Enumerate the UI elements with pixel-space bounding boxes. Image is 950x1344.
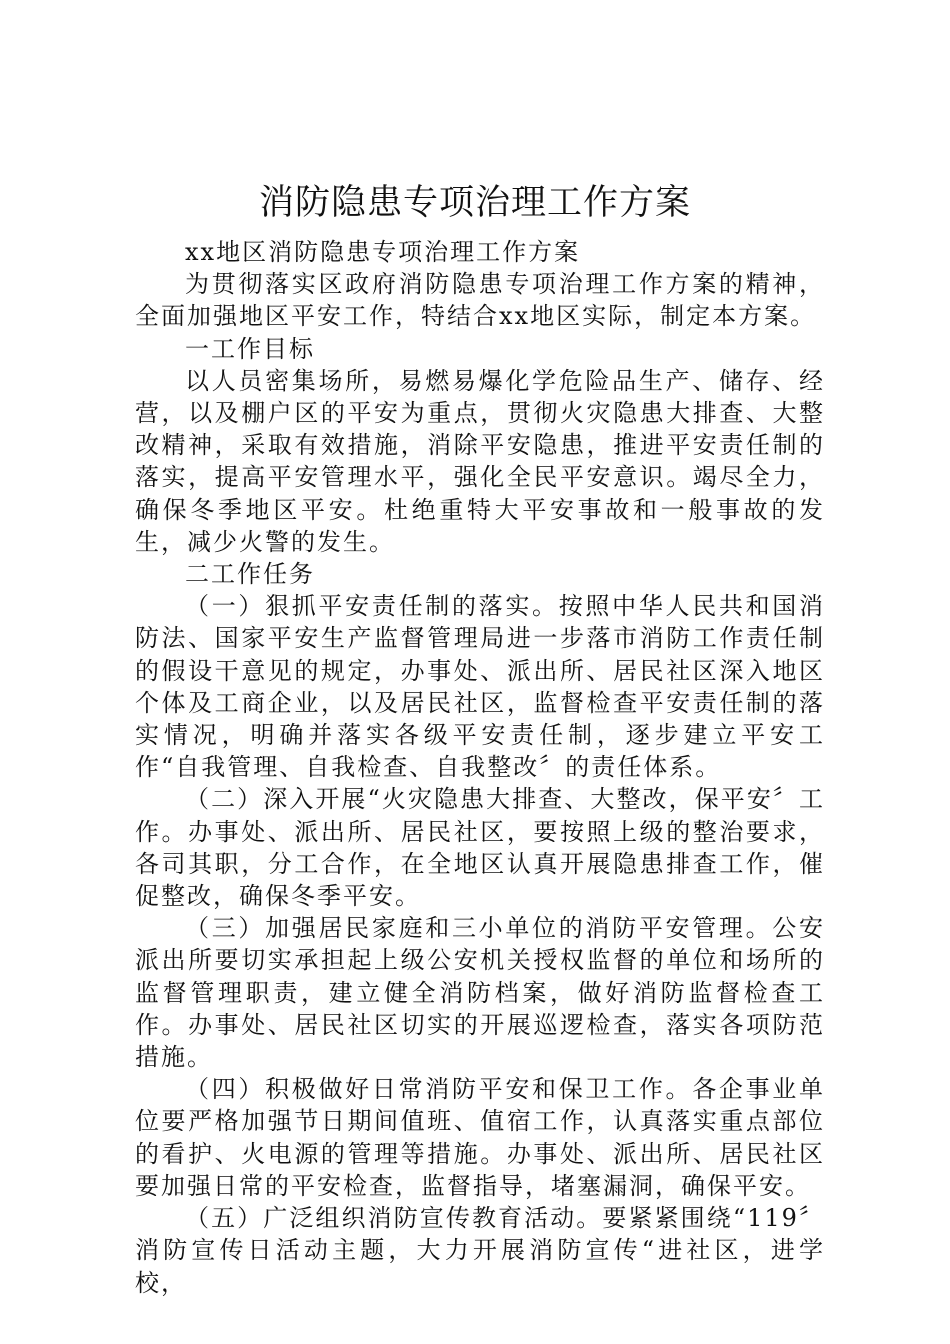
document-body (135, 236, 825, 1299)
task-paragraph-2: （二）深入开展“火灾隐患大排查、大整改，保平安〞工作。办事处、派出所、居民社区，要按照上级的整治要求，各司其职，分工合作，在全地区认真开展隐患排查工作，催促整改，确保冬季平安。 (135, 785, 825, 911)
task-paragraph-3: （三）加强居民家庭和三小单位的消防平安管理。公安派出所要切实承担起上级公安机关授权监督的单位和场所的监督管理职责，建立健全消防档案，做好消防监督检查工作。办事处、居民社区切实的开展巡逻检查，落实各项防范措施。 (135, 914, 825, 1072)
subtitle-paragraph: xx地区消防隐患专项治理工作方案 (185, 238, 581, 266)
document-title: 消防隐患专项治理工作方案 (258, 183, 691, 223)
section-heading-tasks: 二工作任务 (185, 560, 315, 589)
section-heading-goals: 一工作目标 (185, 334, 315, 363)
task-paragraph-5: （五）广泛组织消防宣传教育活动。要紧紧围绕“119〞消防宣传日活动主题，大力开展消防宣传“进社区，进学校， (135, 1204, 825, 1297)
task-paragraph-1: （一）狠抓平安责任制的落实。按照中华人民共和国消防法、国家平安生产监督管理局进一步落市消防工作责任制的假设干意见的规定，办事处、派出所、居民社区深入地区个体及工商企业，以及居民社区，监督检查平安责任制的落实情况，明确并落实各级平安责任制，逐步建立平安工作“自我管理、自我检查、自我整改〞的责任体系。 (135, 592, 825, 782)
goals-paragraph: 以人员密集场所，易燃易爆化学危险品生产、储存、经营，以及棚户区的平安为重点，贯彻火灾隐患大排查、大整改精神，采取有效措施，消除平安隐患，推进平安责任制的落实，提高平安管理水平，强化全民平安意识。竭尽全力，确保冬季地区平安。杜绝重特大平安事故和一般事故的发生，减少火警的发生。 (135, 366, 825, 556)
intro-paragraph: 为贯彻落实区政府消防隐患专项治理工作方案的精神，全面加强地区平安工作，特结合xx地区实际，制定本方案。 (135, 270, 825, 331)
task-paragraph-4: （四）积极做好日常消防平安和保卫工作。各企事业单位要严格加强节日期间值班、值宿工作，认真落实重点部位的看护、火电源的管理等措施。办事处、派出所、居民社区要加强日常的平安检查，监督指导，堵塞漏洞，确保平安。 (135, 1075, 825, 1200)
